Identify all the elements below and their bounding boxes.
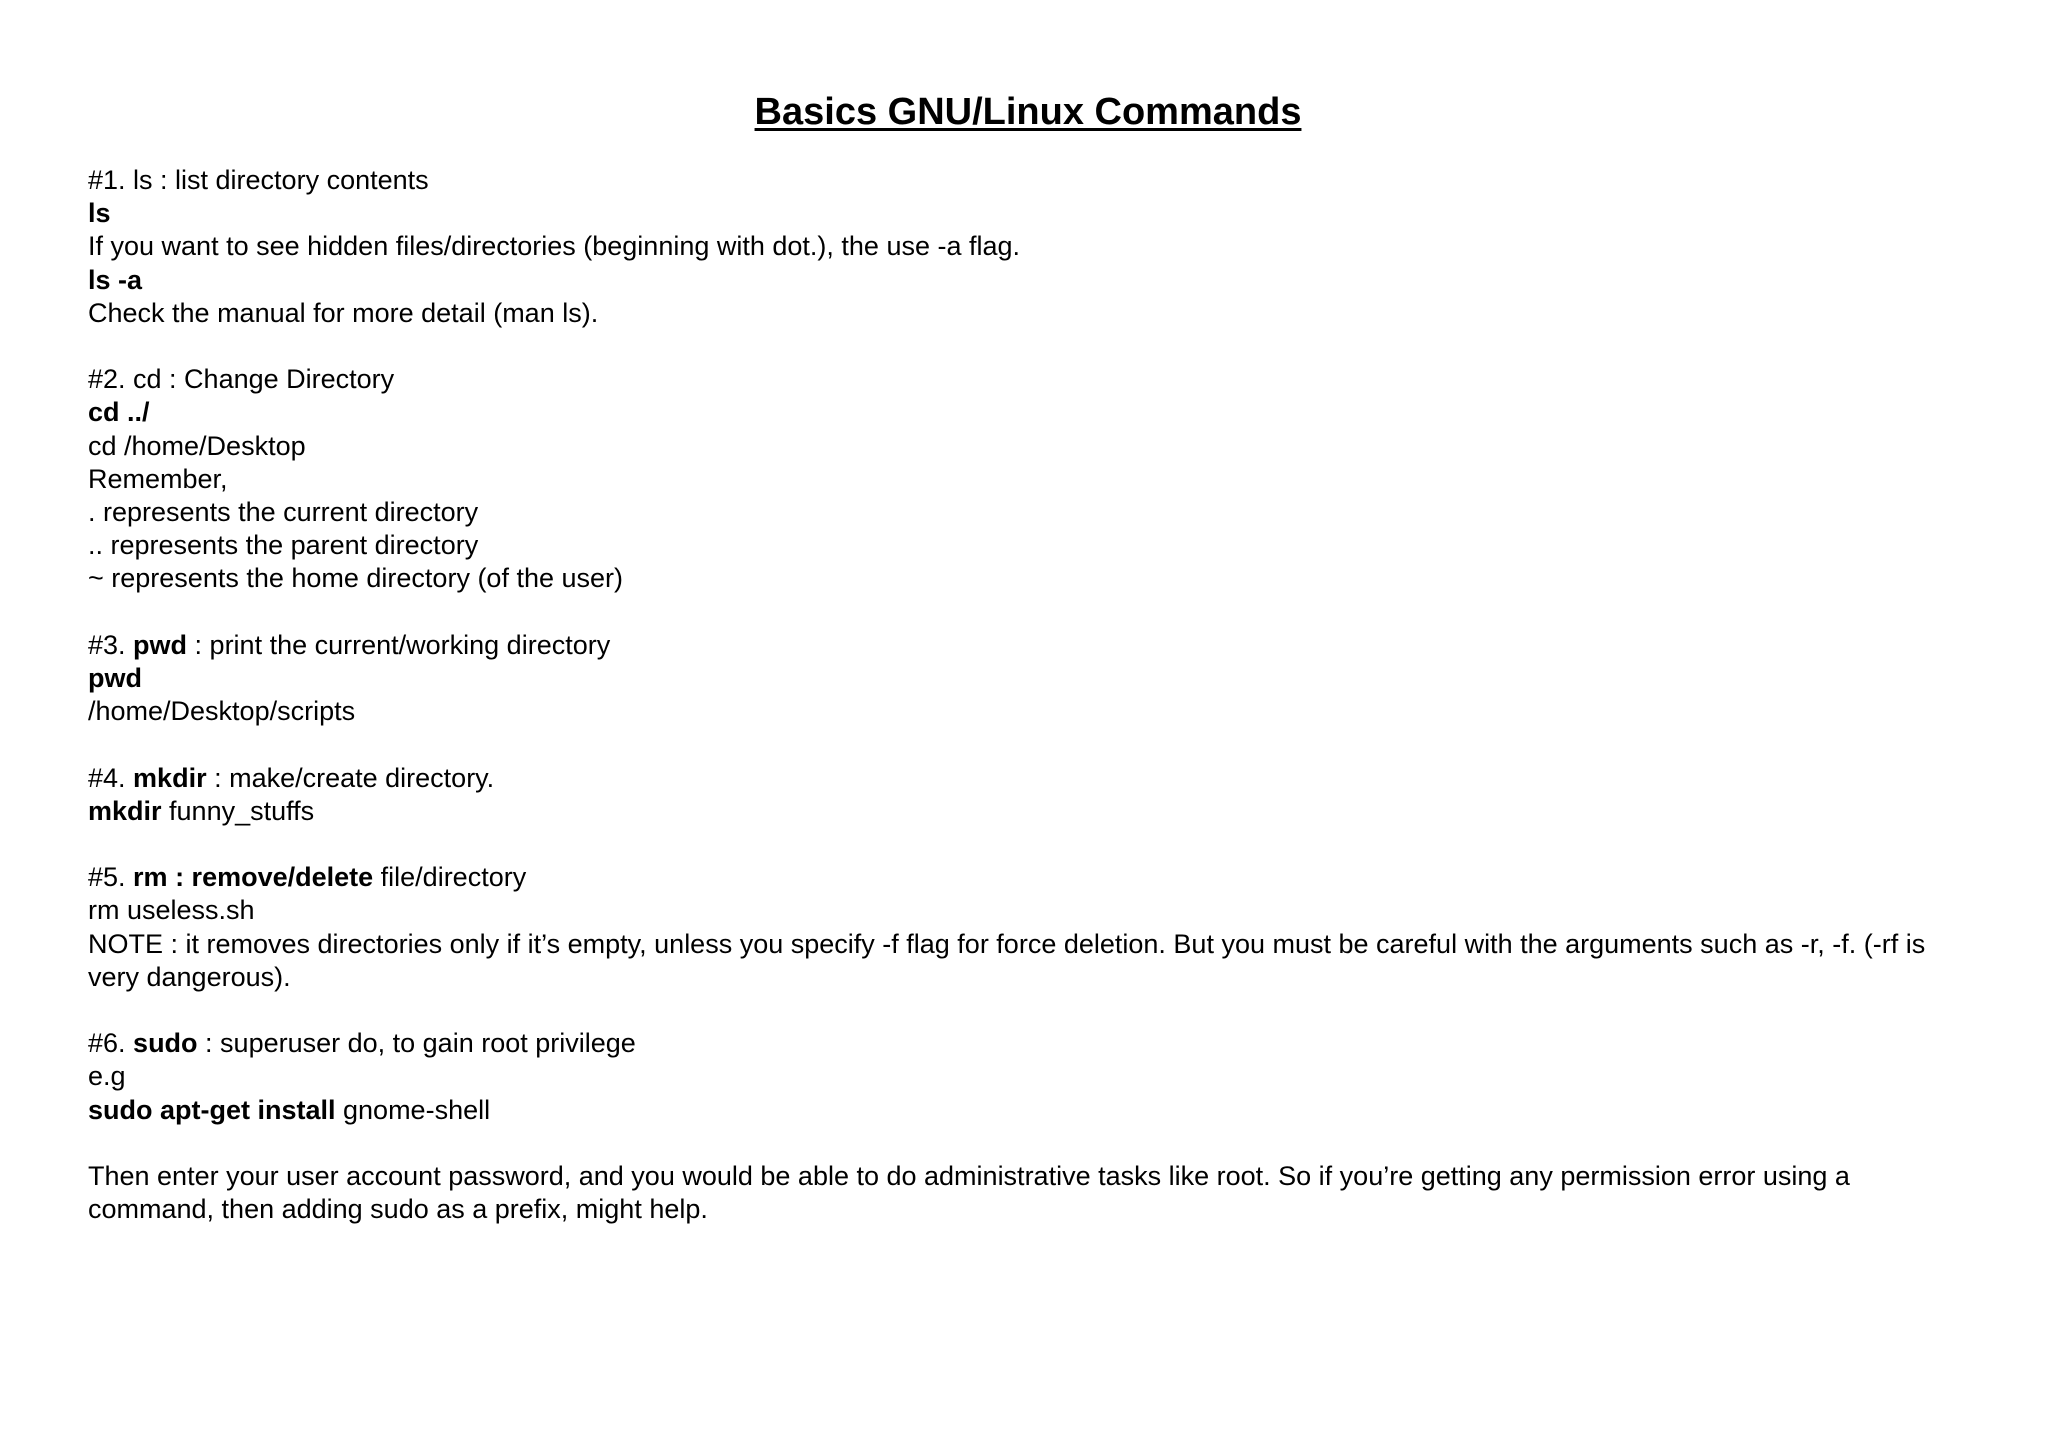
section-heading: #2. cd : Change Directory [88, 364, 395, 395]
section-heading: #3. pwd : print the current/working directory [88, 629, 611, 660]
section-cd [88, 363, 1968, 595]
command-text: cd ../ [88, 397, 150, 428]
document-page [88, 90, 1968, 1226]
section-text: .. represents the parent directory [88, 530, 479, 561]
note-text: NOTE : it removes directories only if it’s empty, unless you specify -f flag for force deletion. But you must be careful with the arguments such as -r, -f. (-rf is very dangerous). [88, 928, 1926, 992]
section-heading: #6. sudo : superuser do, to gain root privilege [88, 1028, 636, 1059]
command-text: pwd [88, 663, 142, 694]
section-text: cd /home/Desktop [88, 430, 306, 461]
section-text: Check the manual for more detail (man ls). [88, 297, 599, 328]
section-text: If you want to see hidden files/directories (beginning with dot.), the use -a flag. [88, 231, 1021, 262]
section-heading: #5. rm : remove/delete file/directory [88, 862, 527, 893]
section-text: ~ represents the home directory (of the user) [88, 563, 624, 594]
section-sudo [88, 1027, 1968, 1226]
note-text: Then enter your user account password, and you would be able to do administrative tasks like root. So if you’re getting any permission error using a command, then adding sudo as a prefix, might help. [88, 1161, 1850, 1225]
command-text: ls [88, 198, 111, 229]
section-ls [88, 164, 1968, 330]
section-text: . represents the current directory [88, 497, 479, 528]
section-heading: #4. mkdir : make/create directory. [88, 762, 495, 793]
section-text: e.g [88, 1061, 126, 1092]
section-text: /home/Desktop/scripts [88, 696, 356, 727]
command-text: ls -a [88, 264, 143, 295]
document-title: Basics GNU/Linux Commands [754, 91, 1302, 133]
section-text: Remember, [88, 463, 228, 494]
section-text: rm useless.sh [88, 895, 255, 926]
section-rm [88, 861, 1968, 994]
section-pwd [88, 629, 1968, 729]
command-line: sudo apt-get install gnome-shell [88, 1094, 491, 1125]
section-mkdir [88, 762, 1968, 828]
section-heading: #1. ls : list directory contents [88, 165, 429, 195]
command-line: mkdir funny_stuffs [88, 795, 315, 826]
